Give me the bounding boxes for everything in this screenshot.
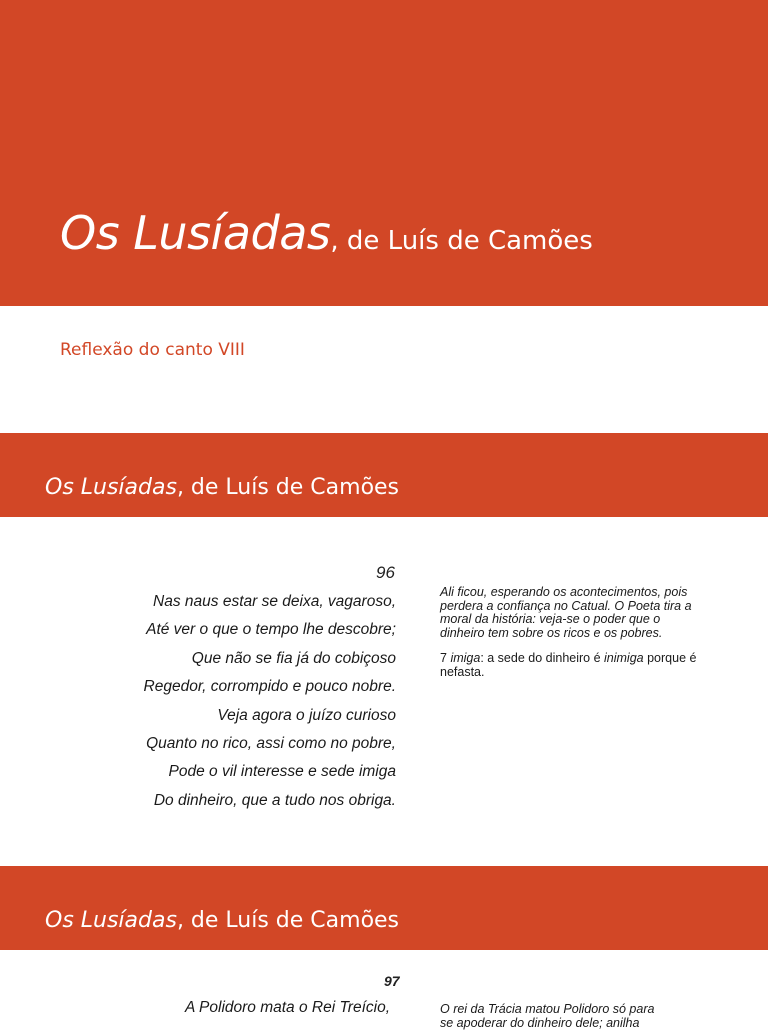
commentary-paragraph: Ali ficou, esperando os acontecimentos, pois perdera a confiança no Catual. O Poeta tira a moral da história: veja-se o poder que o dinheiro tem sobre os ricos e os pobres. <box>440 586 708 640</box>
stanza-commentary <box>440 586 708 691</box>
title-author: , de Luís de Camões <box>330 226 592 256</box>
verse-line: Regedor, corrompido e pouco nobre. <box>106 673 396 701</box>
section-header-banner <box>0 433 768 517</box>
commentary-line: O rei da Trácia matou Polidoro só para <box>440 1003 708 1017</box>
title-slide-banner <box>0 0 768 306</box>
stanza-verses <box>106 588 396 815</box>
slide-title <box>60 206 593 260</box>
verse-line: A Polidoro mata o Rei Treício, <box>100 994 390 1022</box>
verse-line: Até ver o que o tempo lhe descobre; <box>106 616 396 644</box>
stanza-verses <box>100 994 390 1022</box>
gloss-number: 7 <box>440 651 447 665</box>
verse-line: Pode o vil interesse e sede imiga <box>106 758 396 786</box>
gloss-text: : a sede do dinheiro é <box>480 651 604 665</box>
gloss-term-2: inimiga <box>604 651 644 665</box>
stanza-number: 96 <box>376 563 395 583</box>
gloss-note <box>440 652 708 679</box>
verse-line: Veja agora o juízo curioso <box>106 702 396 730</box>
stanza-number: 97 <box>384 973 400 989</box>
section-header-author: , de Luís de Camões <box>177 475 399 500</box>
stanza-commentary <box>440 1003 708 1030</box>
verse-line: Nas naus estar se deixa, vagaroso, <box>106 588 396 616</box>
verse-line: Do dinheiro, que a tudo nos obriga. <box>106 787 396 815</box>
section-header-title <box>45 908 399 933</box>
section-header-title <box>45 475 399 500</box>
title-work-name: Os Lusíadas <box>60 206 330 260</box>
section-header-author: , de Luís de Camões <box>177 908 399 933</box>
gloss-text-2: porque é nefasta. <box>440 651 696 679</box>
section-header-banner <box>0 866 768 950</box>
commentary-line: se apoderar do dinheiro dele; anilha <box>440 1017 708 1030</box>
verse-line: Que não se fia já do cobiçoso <box>106 645 396 673</box>
section-header-work: Os Lusíadas <box>45 475 177 500</box>
gloss-term: imiga <box>450 651 480 665</box>
verse-line: Quanto no rico, assi como no pobre, <box>106 730 396 758</box>
slide-subtitle: Reflexão do canto VIII <box>60 340 245 360</box>
section-header-work: Os Lusíadas <box>45 908 177 933</box>
